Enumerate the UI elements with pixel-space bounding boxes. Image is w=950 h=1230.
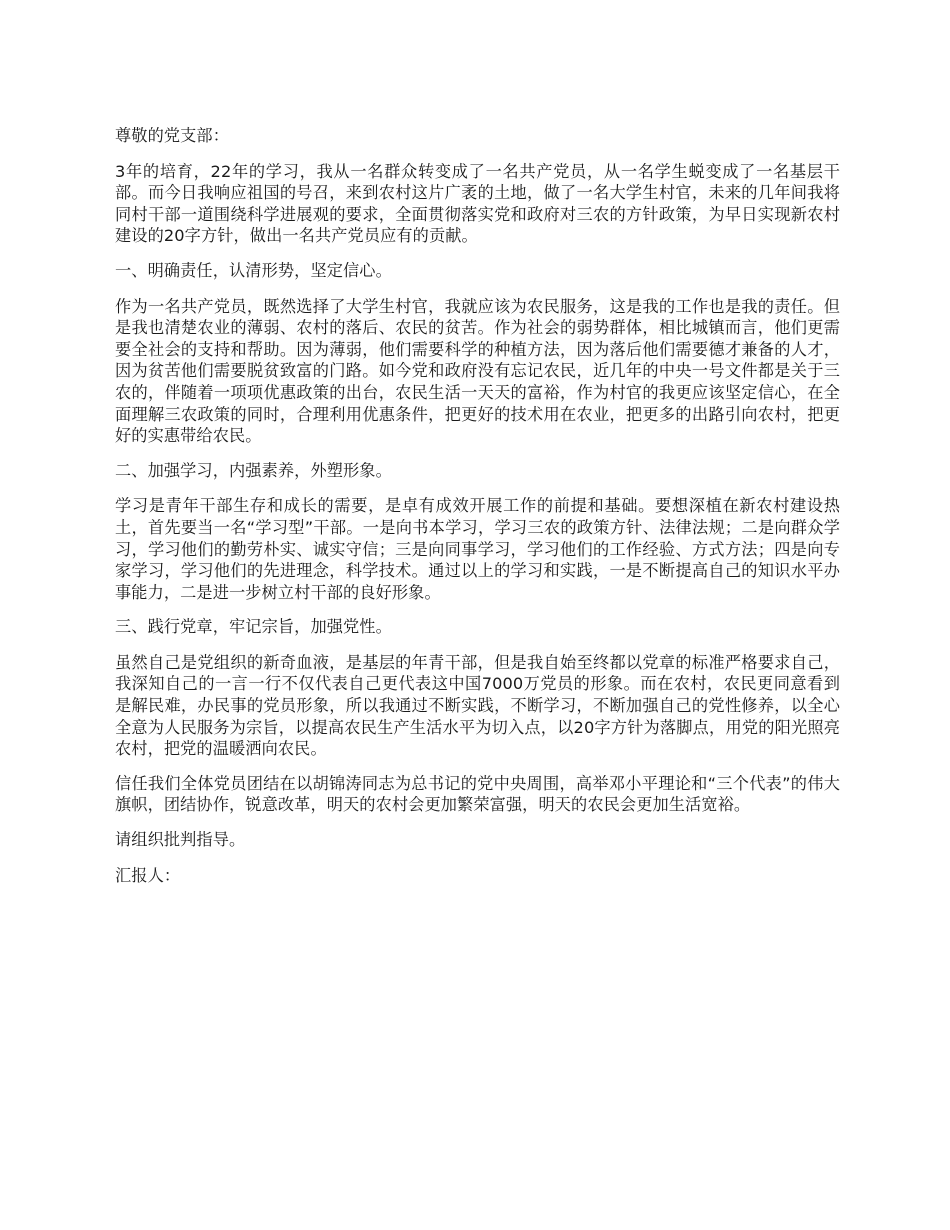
- section-paragraph-2: 学习是青年干部生存和成长的需要，是卓有成效开展工作的前提和基础。要想深植在新农村建设热土，首先要当一名“学习型”干部。一是向书本学习，学习三农的政策方针、法律法规；二是向群众学习，学习他们的勤劳朴实、诚实守信；三是向同事学习，学习他们的工作经验、方式方法；四是向专家学习，学习他们的先进理念，科学技术。通过以上的学习和实践，一是不断提高自己的知识水平办事能力，二是进一步树立村干部的良好形象。: [115, 496, 840, 602]
- closing-paragraph: 信任我们全体党员团结在以胡锦涛同志为总书记的党中央周围，高举邓小平理论和“三个代表”的伟大旗帜，团结协作，锐意改革，明天的农村会更加繁荣富强，明天的农民会更加生活宽裕。: [115, 773, 840, 815]
- section-paragraph-1: 作为一名共产党员，既然选择了大学生村官，我就应该为农民服务，这是我的工作也是我的责任。但是我也清楚农业的薄弱、农村的落后、农民的贫苦。作为社会的弱势群体，相比城镇而言，他们更需要全社会的支持和帮助。因为薄弱，他们需要科学的种植方法，因为落后他们需要德才兼备的人才，因为贫苦他们需要脱贫致富的门路。如今党和政府没有忘记农民，近几年的中央一号文件都是关于三农的，伴随着一项项优惠政策的出台，农民生活一天天的富裕，作为村官的我更应该坚定信心，在全面理解三农政策的同时，合理利用优惠条件，把更好的技术用在农业，把更多的出路引向农村，把更好的实惠带给农民。: [115, 296, 840, 446]
- section-heading-1: 一、明确责任，认清形势，坚定信心。: [115, 260, 392, 280]
- section-heading-3: 三、践行党章，牢记宗旨，加强党性。: [115, 617, 392, 637]
- signature-line: 汇报人：: [115, 865, 181, 885]
- section-paragraph-3: 虽然自己是党组织的新奇血液，是基层的年青干部，但是我自始至终都以党章的标准严格要求自己，我深知自己的一言一行不仅代表自己更代表这中国7000万党员的形象。而在农村，农民更同意看到是解民难，办民事的党员形象，所以我通过不断实践，不断学习，不断加强自己的党性修养，以全心全意为人民服务为宗旨，以提高农民生产生活水平为切入点，以20字方针为落脚点，用党的阳光照亮农村，把党的温暖洒向农民。: [115, 652, 840, 759]
- intro-paragraph: 3年的培育，22年的学习，我从一名群众转变成了一名共产党员，从一名学生蜕变成了一名基层干部。而今日我响应祖国的号召，来到农村这片广袤的土地，做了一名大学生村官，未来的几年间我将同村干部一道围绕科学进展观的要求，全面贯彻落实党和政府对三农的方针政策，为早日实现新农村建设的20字方针，做出一名共产党员应有的贡献。: [115, 161, 840, 246]
- section-heading-2: 二、加强学习，内强素养，外塑形象。: [115, 460, 392, 480]
- salutation: 尊敬的党支部：: [115, 126, 230, 145]
- document-body: [115, 125, 840, 900]
- request-line: 请组织批判指导。: [115, 830, 246, 850]
